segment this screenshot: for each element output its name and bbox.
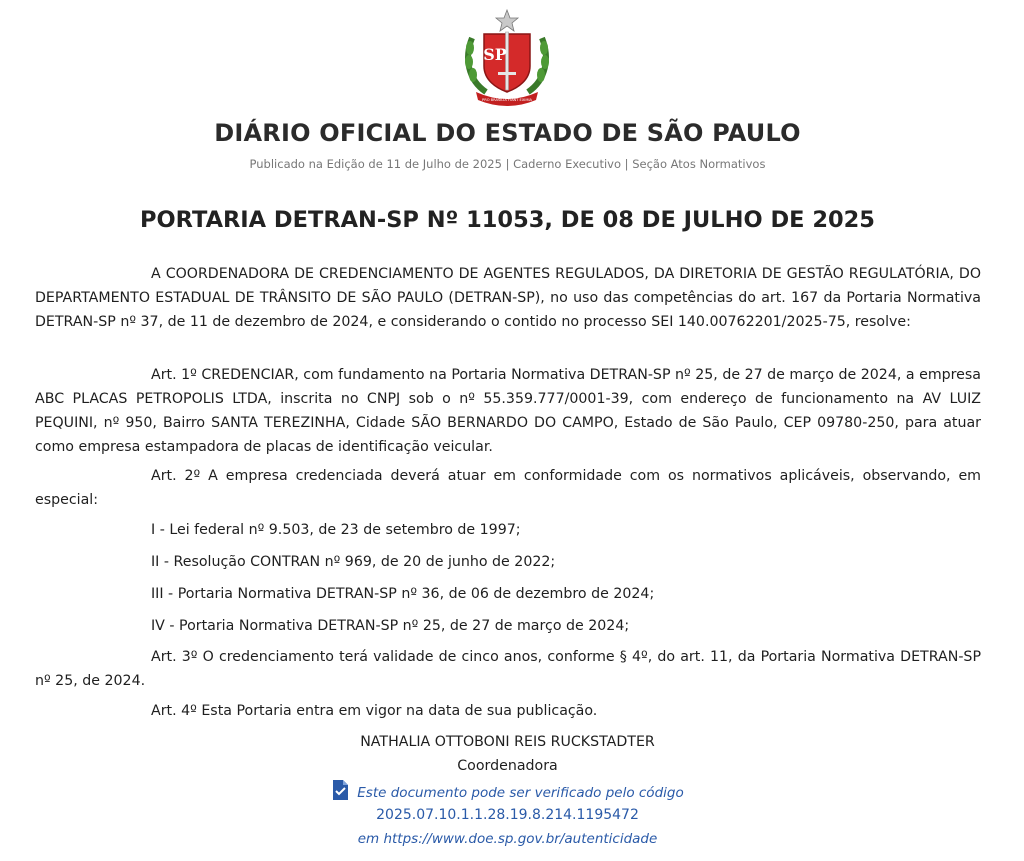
publication-info: Publicado na Edição de 11 de Julho de 2025 | Caderno Executivo | Seção Atos Normativos: [249, 157, 766, 171]
article-3: Art. 3º O credenciamento terá validade de cinco anos, conforme § 4º, do art. 11, da Portaria Normativa DETRAN-SP nº 25, de 2024.: [35, 649, 981, 689]
verification-note: [0, 779, 1015, 804]
article-4: Art. 4º Esta Portaria entra em vigor na data de sua publicação.: [151, 703, 598, 719]
list-item: III - Portaria Normativa DETRAN-SP nº 36, de 06 de dezembro de 2024;: [151, 586, 655, 602]
list-item: II - Resolução CONTRAN nº 969, de 20 de junho de 2022;: [151, 554, 556, 570]
gazette-title: DIÁRIO OFICIAL DO ESTADO DE SÃO PAULO: [214, 119, 801, 147]
document-title: PORTARIA DETRAN-SP Nº 11053, DE 08 DE JULHO DE 2025: [140, 207, 875, 233]
article-1: Art. 1º CREDENCIAR, com fundamento na Portaria Normativa DETRAN-SP nº 25, de 27 de março de 2024, a empresa ABC PLACAS PETROPOLIS LTDA, inscrita no CNPJ sob o nº 55.359.777/0001-39, com endereço de funcionamento na AV LUIZ PEQUINI, nº 950, Bairro SANTA TEREZINHA, Cidade SÃO BERNARDO DO CAMPO, Estado de São Paulo, CEP 09780-250, para atuar como empresa estampadora de placas de identificação veicular.: [35, 367, 981, 455]
list-item: I - Lei federal nº 9.503, de 23 de setembro de 1997;: [151, 522, 521, 538]
preamble-paragraph: A COORDENADORA DE CREDENCIAMENTO DE AGENTES REGULADOS, DA DIRETORIA DE GESTÃO REGULATÓRIA, DO DEPARTAMENTO ESTADUAL DE TRÂNSITO DE SÃO PAULO (DETRAN-SP), no uso das competências do art. 167 da Portaria Normativa DETRAN-SP nº 37, de 11 de dezembro de 2024, e considerando o contido no processo SEI 140.00762201/2025-75, resolve:: [35, 266, 981, 330]
signer-role: Coordenadora: [457, 758, 558, 774]
verification-link[interactable]: https://www.doe.sp.gov.br/autenticidade: [383, 831, 658, 847]
verification-url-line: [0, 828, 1015, 850]
svg-text:SP: SP: [483, 45, 507, 64]
svg-text:PRO BRASILIA FIANT EXIMIA: PRO BRASILIA FIANT EXIMIA: [482, 98, 532, 102]
signer-name: NATHALIA OTTOBONI REIS RUCKSTADTER: [360, 734, 655, 750]
url-prefix: em: [357, 831, 380, 847]
verification-text: Este documento pode ser verificado pelo código: [357, 785, 684, 801]
document-check-icon: [331, 779, 349, 801]
verification-code: 2025.07.10.1.1.28.19.8.214.1195472: [376, 807, 639, 823]
sp-coat-of-arms-icon: [462, 8, 552, 106]
list-item: IV - Portaria Normativa DETRAN-SP nº 25, de 27 de março de 2024;: [151, 618, 630, 634]
article-2: Art. 2º A empresa credenciada deverá atuar em conformidade com os normativos aplicáveis, observando, em especial:: [35, 468, 981, 508]
